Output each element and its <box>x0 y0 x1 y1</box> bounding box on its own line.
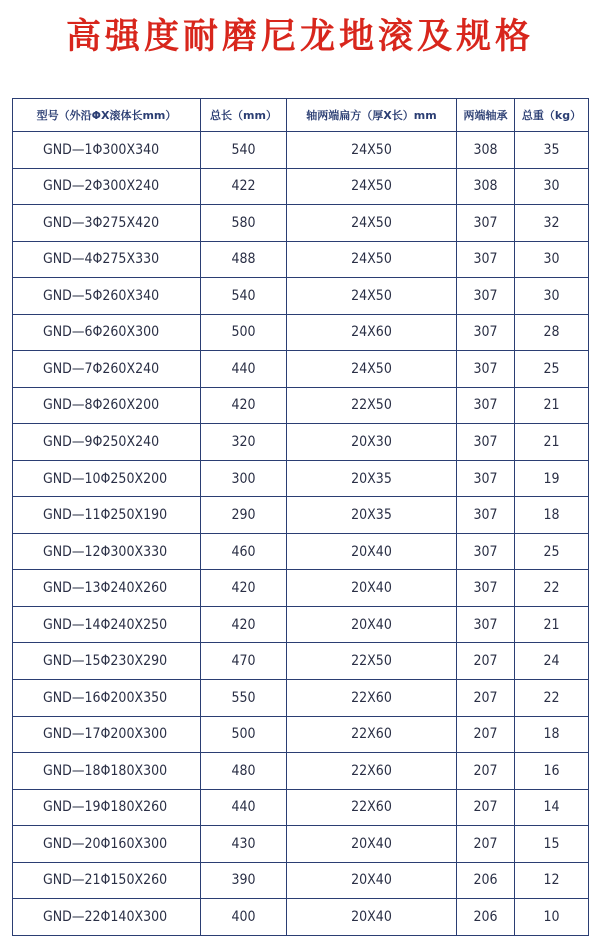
cell-shaft-flat: 20X40 <box>287 862 457 899</box>
cell-model: GND—10Φ250X200 <box>13 460 201 497</box>
cell-bearing: 307 <box>457 497 515 534</box>
cell-shaft-flat: 24X50 <box>287 351 457 388</box>
table-row <box>13 132 589 169</box>
table-row <box>13 679 589 716</box>
cell-model: GND—3Φ275X420 <box>13 205 201 242</box>
cell-total-weight: 21 <box>515 387 589 424</box>
table-header-row <box>13 99 589 132</box>
cell-model: GND—4Φ275X330 <box>13 241 201 278</box>
cell-model: GND—7Φ260X240 <box>13 351 201 388</box>
table-row <box>13 424 589 461</box>
cell-total-weight: 28 <box>515 314 589 351</box>
cell-model: GND—15Φ230X290 <box>13 643 201 680</box>
cell-total-length: 400 <box>201 899 287 936</box>
cell-total-length: 440 <box>201 789 287 826</box>
cell-model: GND—13Φ240X260 <box>13 570 201 607</box>
table-row <box>13 205 589 242</box>
header-model: 型号（外沿ΦX滚体长mm） <box>13 99 201 132</box>
cell-model: GND—9Φ250X240 <box>13 424 201 461</box>
table-body <box>13 132 589 936</box>
table-row <box>13 278 589 315</box>
cell-model: GND—6Φ260X300 <box>13 314 201 351</box>
cell-shaft-flat: 24X60 <box>287 314 457 351</box>
table-row <box>13 533 589 570</box>
table-row <box>13 862 589 899</box>
cell-bearing: 207 <box>457 753 515 790</box>
cell-total-weight: 30 <box>515 168 589 205</box>
cell-model: GND—5Φ260X340 <box>13 278 201 315</box>
cell-total-length: 290 <box>201 497 287 534</box>
cell-bearing: 207 <box>457 679 515 716</box>
cell-shaft-flat: 20X40 <box>287 570 457 607</box>
cell-total-length: 422 <box>201 168 287 205</box>
cell-shaft-flat: 22X60 <box>287 716 457 753</box>
table-row <box>13 789 589 826</box>
header-total-length: 总长（mm） <box>201 99 287 132</box>
cell-shaft-flat: 20X40 <box>287 826 457 863</box>
cell-total-length: 420 <box>201 606 287 643</box>
cell-total-weight: 12 <box>515 862 589 899</box>
cell-total-weight: 25 <box>515 351 589 388</box>
header-shaft-flat: 轴两端扁方（厚X长）mm <box>287 99 457 132</box>
cell-total-weight: 18 <box>515 497 589 534</box>
cell-bearing: 307 <box>457 606 515 643</box>
cell-total-length: 500 <box>201 314 287 351</box>
table-row <box>13 570 589 607</box>
cell-bearing: 307 <box>457 424 515 461</box>
cell-shaft-flat: 22X60 <box>287 753 457 790</box>
table-row <box>13 826 589 863</box>
cell-total-length: 550 <box>201 679 287 716</box>
cell-total-weight: 32 <box>515 205 589 242</box>
cell-bearing: 307 <box>457 241 515 278</box>
cell-bearing: 207 <box>457 643 515 680</box>
cell-total-weight: 22 <box>515 679 589 716</box>
table-row <box>13 716 589 753</box>
cell-model: GND—16Φ200X350 <box>13 679 201 716</box>
cell-bearing: 307 <box>457 205 515 242</box>
table-row <box>13 899 589 936</box>
cell-total-weight: 24 <box>515 643 589 680</box>
cell-total-length: 500 <box>201 716 287 753</box>
table-row <box>13 168 589 205</box>
cell-total-weight: 21 <box>515 606 589 643</box>
cell-shaft-flat: 20X40 <box>287 899 457 936</box>
cell-total-length: 440 <box>201 351 287 388</box>
table-row <box>13 753 589 790</box>
cell-total-weight: 35 <box>515 132 589 169</box>
table-row <box>13 387 589 424</box>
cell-total-length: 580 <box>201 205 287 242</box>
table-row <box>13 351 589 388</box>
cell-bearing: 207 <box>457 789 515 826</box>
cell-model: GND—18Φ180X300 <box>13 753 201 790</box>
cell-model: GND—12Φ300X330 <box>13 533 201 570</box>
cell-total-weight: 25 <box>515 533 589 570</box>
cell-shaft-flat: 22X60 <box>287 789 457 826</box>
cell-total-weight: 22 <box>515 570 589 607</box>
cell-total-length: 470 <box>201 643 287 680</box>
cell-total-weight: 16 <box>515 753 589 790</box>
cell-total-length: 420 <box>201 387 287 424</box>
cell-model: GND—2Φ300X240 <box>13 168 201 205</box>
cell-shaft-flat: 24X50 <box>287 278 457 315</box>
cell-total-weight: 30 <box>515 241 589 278</box>
table-row <box>13 497 589 534</box>
page-title: 高强度耐磨尼龙地滚及规格 <box>65 16 534 57</box>
cell-total-weight: 10 <box>515 899 589 936</box>
table-row <box>13 643 589 680</box>
cell-total-length: 430 <box>201 826 287 863</box>
cell-shaft-flat: 20X40 <box>287 606 457 643</box>
header-total-weight: 总重（kg） <box>515 99 589 132</box>
cell-model: GND—17Φ200X300 <box>13 716 201 753</box>
cell-bearing: 308 <box>457 132 515 169</box>
cell-total-weight: 21 <box>515 424 589 461</box>
cell-total-length: 540 <box>201 132 287 169</box>
table-row <box>13 460 589 497</box>
cell-bearing: 307 <box>457 278 515 315</box>
cell-bearing: 307 <box>457 351 515 388</box>
cell-bearing: 206 <box>457 899 515 936</box>
cell-total-length: 540 <box>201 278 287 315</box>
spec-table <box>12 98 589 936</box>
cell-model: GND—22Φ140X300 <box>13 899 201 936</box>
cell-bearing: 308 <box>457 168 515 205</box>
table-row <box>13 314 589 351</box>
cell-shaft-flat: 22X60 <box>287 679 457 716</box>
cell-shaft-flat: 24X50 <box>287 168 457 205</box>
header-bearing: 两端轴承 <box>457 99 515 132</box>
cell-model: GND—19Φ180X260 <box>13 789 201 826</box>
cell-model: GND—20Φ160X300 <box>13 826 201 863</box>
cell-total-weight: 19 <box>515 460 589 497</box>
cell-total-length: 460 <box>201 533 287 570</box>
cell-total-weight: 14 <box>515 789 589 826</box>
cell-total-weight: 15 <box>515 826 589 863</box>
cell-model: GND—1Φ300X340 <box>13 132 201 169</box>
cell-shaft-flat: 20X35 <box>287 460 457 497</box>
cell-model: GND—8Φ260X200 <box>13 387 201 424</box>
cell-total-length: 420 <box>201 570 287 607</box>
cell-bearing: 207 <box>457 716 515 753</box>
cell-shaft-flat: 24X50 <box>287 132 457 169</box>
cell-bearing: 307 <box>457 387 515 424</box>
cell-bearing: 307 <box>457 570 515 607</box>
table-row <box>13 241 589 278</box>
cell-bearing: 307 <box>457 460 515 497</box>
cell-model: GND—11Φ250X190 <box>13 497 201 534</box>
cell-total-length: 300 <box>201 460 287 497</box>
cell-shaft-flat: 24X50 <box>287 205 457 242</box>
cell-shaft-flat: 22X50 <box>287 643 457 680</box>
table-row <box>13 606 589 643</box>
cell-total-weight: 18 <box>515 716 589 753</box>
cell-total-length: 390 <box>201 862 287 899</box>
cell-bearing: 307 <box>457 314 515 351</box>
cell-bearing: 307 <box>457 533 515 570</box>
cell-model: GND—21Φ150X260 <box>13 862 201 899</box>
cell-shaft-flat: 20X35 <box>287 497 457 534</box>
cell-bearing: 206 <box>457 862 515 899</box>
cell-shaft-flat: 20X30 <box>287 424 457 461</box>
cell-model: GND—14Φ240X250 <box>13 606 201 643</box>
cell-shaft-flat: 22X50 <box>287 387 457 424</box>
cell-total-weight: 30 <box>515 278 589 315</box>
cell-shaft-flat: 24X50 <box>287 241 457 278</box>
cell-bearing: 207 <box>457 826 515 863</box>
cell-shaft-flat: 20X40 <box>287 533 457 570</box>
cell-total-length: 480 <box>201 753 287 790</box>
cell-total-length: 320 <box>201 424 287 461</box>
cell-total-length: 488 <box>201 241 287 278</box>
